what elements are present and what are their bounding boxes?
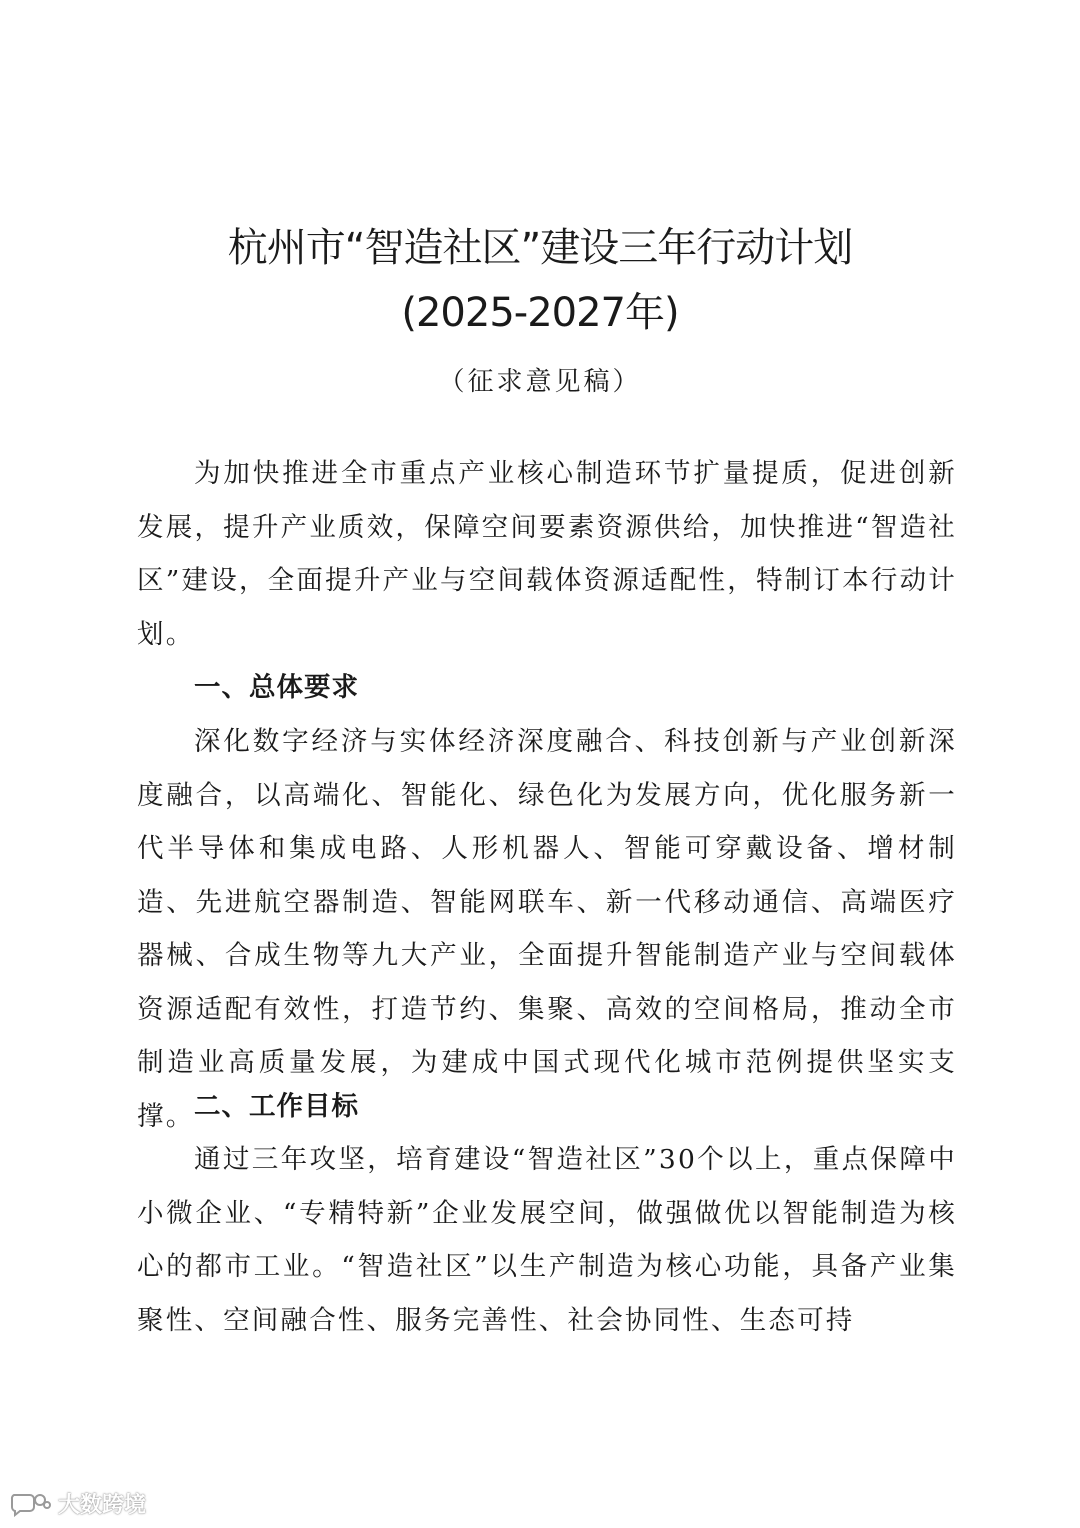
document-title-years: (2025-2027年) [401, 290, 679, 336]
work-goals-paragraph: 通过三年攻坚，培育建设“智造社区”30个以上，重点保障中小微企业、“专精特新”企业发展空间，做强做优以智能制造为核心的都市工业。“智造社区”以生产制造为核心功能，具备产业集聚性、空间融合性、服务完善性、社会协同性、生态可持 [137, 1144, 957, 1336]
document-title: 杭州市“智造社区”建设三年行动计划 [227, 225, 853, 271]
watermark [10, 1488, 146, 1519]
chat-bubble-logo-icon [10, 1491, 52, 1517]
draft-status-subtitle: （征求意见稿） [438, 367, 642, 397]
watermark-text: 大数跨境 [58, 1493, 147, 1518]
intro-paragraph: 为加快推进全市重点产业核心制造环节扩量提质，促进创新发展，提升产业质效，保障空间要素资源供给，加快推进“智造社区”建设，全面提升产业与空间载体资源适配性，特制订本行动计划。 [137, 458, 957, 650]
section-heading-work-goals: 二、工作目标 [194, 1091, 359, 1122]
general-requirements-paragraph: 深化数字经济与实体经济深度融合、科技创新与产业创新深度融合，以高端化、智能化、绿色化为发展方向，优化服务新一代半导体和集成电路、人形机器人、智能可穿戴设备、增材制造、先进航空器制造、智能网联车、新一代移动通信、高端医疗器械、合成生物等九大产业，全面提升智能制造产业与空间载体资源适配有效性，打造节约、集聚、高效的空间格局，推动全市制造业高质量发展，为建成中国式现代化城市范例提供坚实支撑。 [137, 726, 957, 1132]
section-heading-general-requirements: 一、总体要求 [194, 672, 359, 703]
